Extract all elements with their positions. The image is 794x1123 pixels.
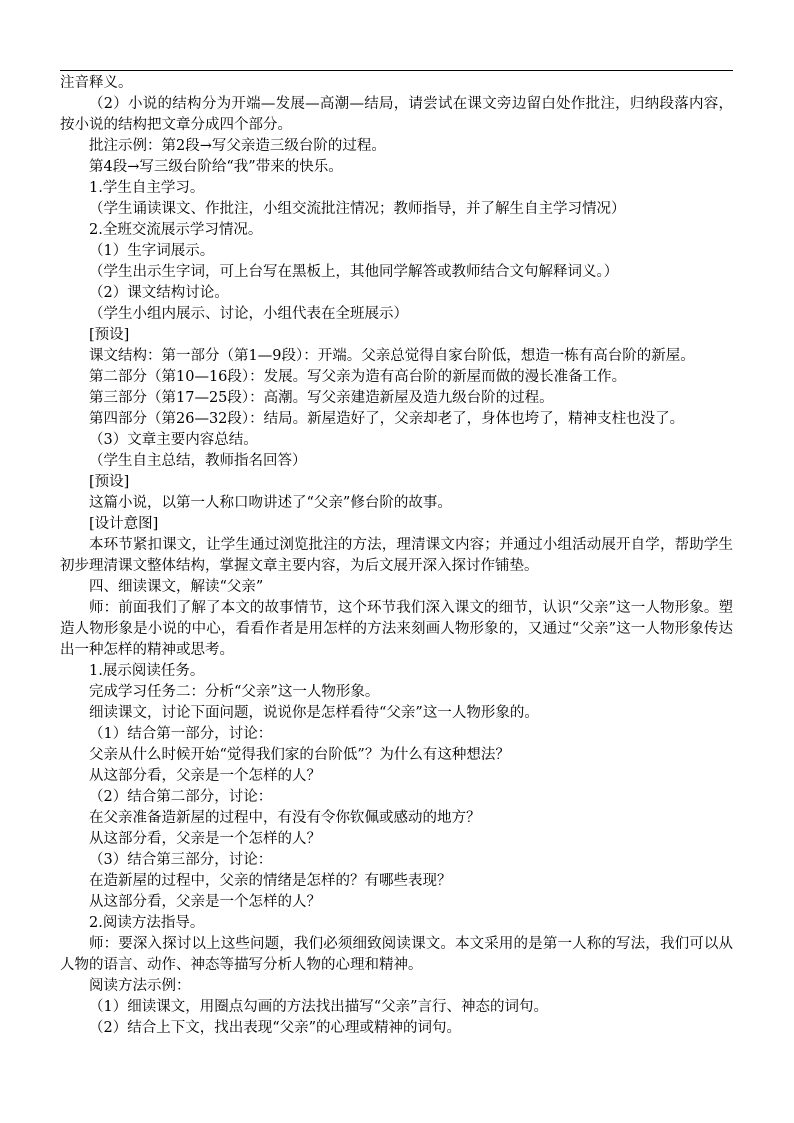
paragraph: （学生诵读课文、作批注，小组交流批注情况；教师指导，并了解生自主学习情况）	[89, 201, 626, 217]
paragraph: 2.阅读方法指导。	[89, 915, 205, 931]
paragraph: 第4段→写三级台阶给“我”带来的快乐。	[89, 159, 343, 175]
paragraph: （2）课文结构讨论。	[89, 285, 229, 301]
paragraph: 本环节紧扣课文，让学生通过浏览批注的方法，理清课文内容；并通过小组活动展开自学，帮助学生初步理清课文整体结构，掌握文章主要内容，为后文展开深入探讨作铺垫。	[60, 537, 733, 574]
paragraph: （3）文章主要内容总结。	[89, 432, 258, 448]
paragraph: 1.展示阅读任务。	[89, 663, 205, 679]
paragraph: （学生出示生字词，可上台写在黑板上，其他同学解答或教师结合文句解释词义。）	[89, 264, 619, 280]
paragraph: （1）结合第一部分，讨论：	[89, 726, 273, 742]
paragraph: 从这部分看，父亲是一个怎样的人？	[89, 831, 321, 847]
paragraph: 2.全班交流展示学习情况。	[89, 222, 263, 238]
paragraph: 这篇小说，以第一人称口吻讲述了“父亲”修台阶的故事。	[89, 495, 452, 511]
paragraph: 细读课文，讨论下面问题，说说你是怎样看待“父亲”这一人物形象的。	[89, 705, 539, 721]
paragraph: 完成学习任务二：分析“父亲”这一人物形象。	[89, 684, 380, 700]
header-rule	[60, 70, 733, 71]
paragraph: 四、细读课文，解读“父亲”	[89, 579, 264, 595]
paragraph: 第四部分（第26—32段）：结局。新屋造好了，父亲却老了，身体也垮了，精神支柱也没了。	[89, 411, 685, 427]
paragraph: 师：要深入探讨以上这些问题，我们必须细致阅读课文。本文采用的是第一人称的写法，我们可以从人物的语言、动作、神态等描写分析人物的心理和精神。	[60, 936, 733, 973]
paragraph: 第三部分（第17—25段）：高潮。写父亲建造新屋及造九级台阶的过程。	[89, 390, 554, 406]
paragraph: [设计意图]	[89, 516, 159, 532]
paragraph: 师：前面我们了解了本文的故事情节，这个环节我们深入课文的细节，认识“父亲”这一人物形象。塑造人物形象是小说的中心，看看作者是用怎样的方法来刻画人物形象的，又通过“父亲”这一人物形象传达出一种怎样的精神或思考。	[60, 600, 733, 658]
paragraph: [预设]	[89, 327, 130, 343]
paragraph: 阅读方法示例：	[89, 978, 191, 994]
paragraph: 1.学生自主学习。	[89, 180, 205, 196]
paragraph: [预设]	[89, 474, 130, 490]
paragraph: 注音释义。	[60, 75, 133, 91]
paragraph: 从这部分看，父亲是一个怎样的人？	[89, 894, 321, 910]
paragraph: （2）小说的结构分为开端—发展—高潮—结局，请尝试在课文旁边留白处作批注，归纳段落内容，按小说的结构把文章分成四个部分。	[60, 96, 733, 133]
paragraph: 在父亲准备造新屋的过程中，有没有令你钦佩或感动的地方？	[89, 810, 481, 826]
document-body	[60, 73, 733, 1039]
paragraph: 第二部分（第10—16段）：发展。写父亲为造有高台阶的新屋而做的漫长准备工作。	[89, 369, 627, 385]
paragraph: （学生自主总结，教师指名回答）	[89, 453, 307, 469]
paragraph: （1）细读课文，用圈点勾画的方法找出描写“父亲”言行、神态的词句。	[89, 999, 549, 1015]
paragraph: 课文结构：第一部分（第1—9段）：开端。父亲总觉得自家台阶低，想造一栋有高台阶的新屋。	[89, 348, 695, 364]
paragraph: （2）结合上下文，找出表现“父亲”的心理或精神的词句。	[89, 1020, 462, 1036]
paragraph: 从这部分看，父亲是一个怎样的人？	[89, 768, 321, 784]
paragraph: 父亲从什么时候开始“觉得我们家的台阶低”？为什么有这种想法？	[89, 747, 510, 763]
paragraph: 批注示例：第2段→写父亲造三级台阶的过程。	[89, 138, 386, 154]
paragraph: （2）结合第二部分，讨论：	[89, 789, 273, 805]
paragraph: （1）生字词展示。	[89, 243, 215, 259]
paragraph: （3）结合第三部分，讨论：	[89, 852, 273, 868]
paragraph: 在造新屋的过程中，父亲的情绪是怎样的？有哪些表现？	[89, 873, 452, 889]
paragraph: （学生小组内展示、讨论，小组代表在全班展示）	[89, 306, 408, 322]
